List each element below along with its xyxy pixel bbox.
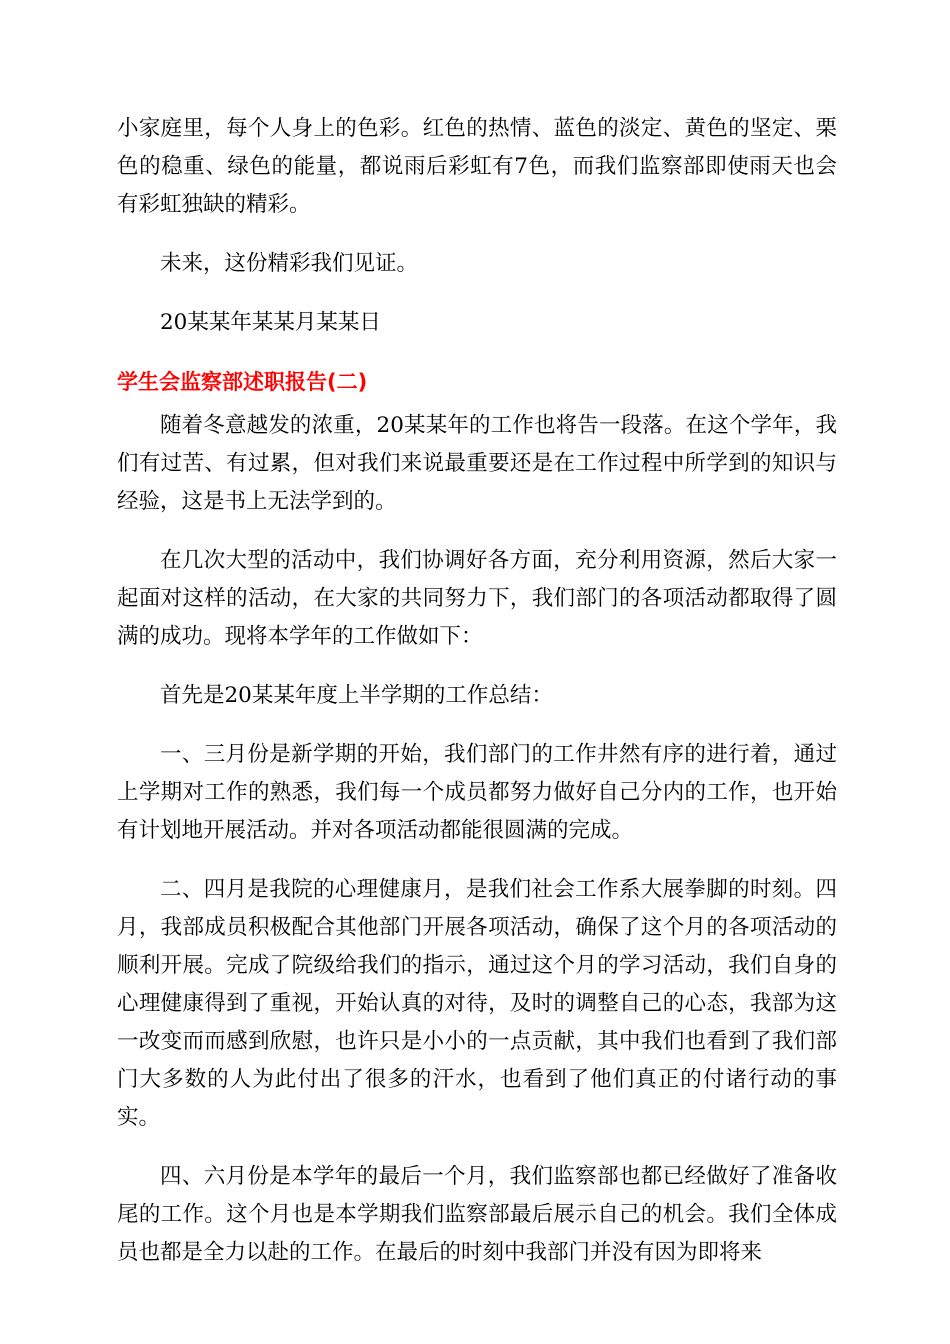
section-heading: 学生会监察部述职报告(二) bbox=[117, 370, 368, 394]
paragraph-activities: 在几次大型的活动中，我们协调好各方面，充分利用资源，然后大家一起面对这样的活动，在大家的共同努力下，我们部门的各项活动都取得了圆满的成功。现将本学年的工作做如下： bbox=[117, 548, 837, 649]
paragraph-march: 一、三月份是新学期的开始，我们部门的工作井然有序的进行着，通过上学期对工作的熟悉，我们每一个成员都努力做好自己分内的工作，也开始有计划地开展活动。并对各项活动都能很圆满的完成。 bbox=[117, 742, 837, 843]
paragraph-june: 四、六月份是本学年的最后一个月，我们监察部也都已经做好了准备收尾的工作。这个月也是本学期我们监察部最后展示自己的机会。我们全体成员也都是全力以赴的工作。在最后的时刻中我部门并没有因为即将来 bbox=[117, 1164, 837, 1265]
paragraph-intro: 随着冬意越发的浓重，20某某年的工作也将告一段落。在这个学年，我们有过苦、有过累，但对我们来说最重要还是在工作过程中所学到的知识与经验，这是书上无法学到的。 bbox=[117, 413, 837, 514]
document-body bbox=[117, 110, 837, 1293]
paragraph-date: 20某某年某某月某某日 bbox=[160, 310, 381, 335]
paragraph-april: 二、四月是我院的心理健康月，是我们社会工作系大展拳脚的时刻。四月，我部成员积极配合其他部门开展各项活动，确保了这个月的各项活动的顺利开展。完成了院级给我们的指示，通过这个月的学习活动，我们自身的心理健康得到了重视，开始认真的对待，及时的调整自己的心态，我部为这一改变而而感到欣慰，也许只是小小的一点贡献，其中我们也看到了我们部门大多数的人为此付出了很多的汗水，也看到了他们真正的付诸行动的事实。 bbox=[117, 877, 837, 1130]
paragraph-future: 未来，这份精彩我们见证。 bbox=[160, 251, 419, 276]
paragraph-continuation: 小家庭里，每个人身上的色彩。红色的热情、蓝色的淡定、黄色的坚定、栗色的稳重、绿色的能量，都说雨后彩虹有7色，而我们监察部即使雨天也会有彩虹独缺的精彩。 bbox=[117, 116, 837, 217]
paragraph-summary-lead: 首先是20某某年度上半学期的工作总结： bbox=[160, 683, 553, 708]
